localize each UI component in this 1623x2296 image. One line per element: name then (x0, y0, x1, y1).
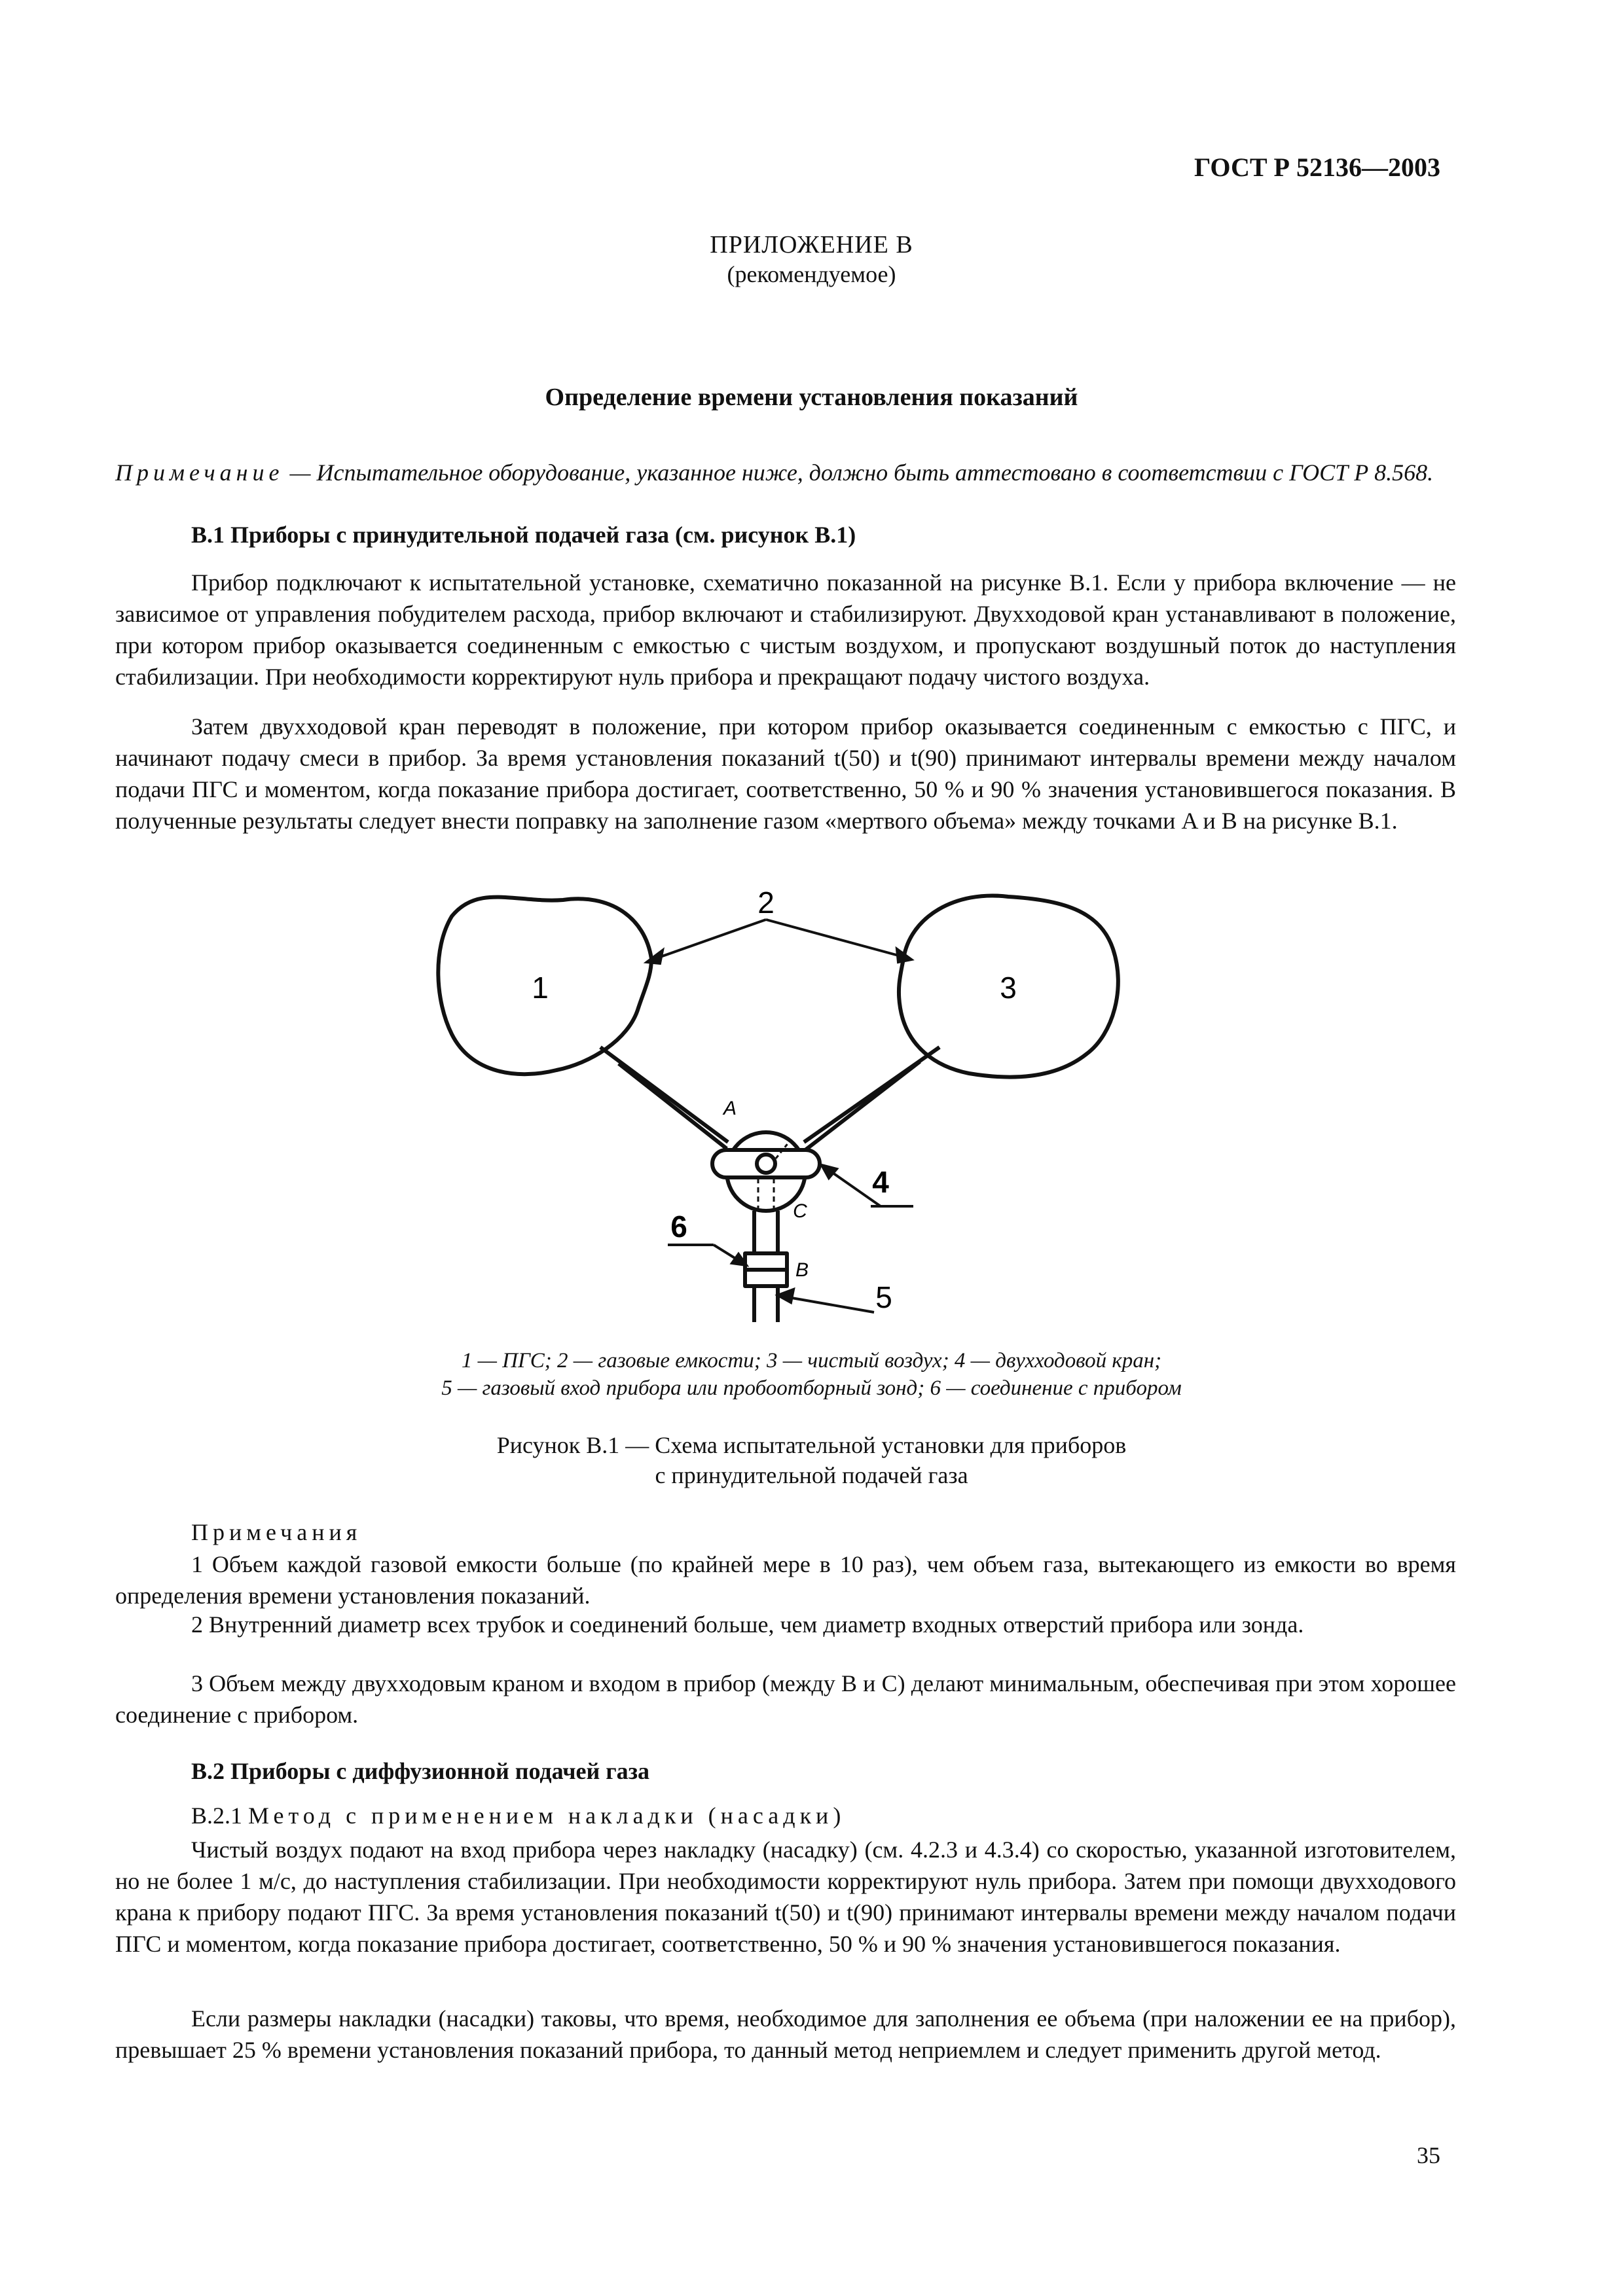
b2-subsection-number: В.2.1 (191, 1803, 249, 1829)
note-text: — Испытательное оборудование, указанное ниже, должно быть аттестовано в соответствии с ГОСТ Р 8.568. (283, 459, 1434, 486)
appendix-title: ПРИЛОЖЕНИЕ В (710, 231, 913, 259)
b2-subsection-title: Метод с применением накладки (насадки) (248, 1803, 846, 1829)
figure-b1-diagram (406, 877, 1152, 1335)
label-A: A (723, 1098, 737, 1119)
figure-legend-line-2: 5 — газовый вход прибора или пробоотборный зонд; 6 — соединение с прибором (441, 1376, 1182, 1400)
label-B: B (795, 1259, 809, 1281)
notes-label: Примечания (191, 1519, 362, 1545)
label-5: 5 (875, 1280, 892, 1314)
note-label: Примечание (115, 459, 284, 486)
notes-item-1: 1 Объем каждой газовой емкости больше (по крайней мере в 10 раз), чем объем газа, вытекающего из емкости во время определения времени установления показаний. (115, 1551, 1456, 1609)
b2-heading: В.2 Приборы с диффузионной подачей газа (191, 1758, 650, 1784)
pipe-left-top (600, 1047, 728, 1142)
pipe-left-bottom (619, 1064, 727, 1149)
b1-heading: В.1 Приборы с принудительной подачей газа (см. рисунок В.1) (191, 522, 856, 548)
label-4: 4 (872, 1165, 889, 1199)
notes-item-3: 3 Объем между двухходовым краном и входом в прибор (между B и C) делают минимальным, обеспечивая при этом хорошее соединение с прибором. (115, 1670, 1456, 1728)
label-C: C (793, 1200, 807, 1222)
b2-paragraph-1: Чистый воздух подают на вход прибора через накладку (насадку) (см. 4.2.3 и 4.3.4) со скоростью, указанной изготовителем, но не более 1 м/с, до наступления стабилизации. При необходимости корректируют нуль прибора. Затем при помощи двухходового крана к прибору подают ПГС. За время установления показаний t(50) и t(90) принимают интервалы времени между началом подачи ПГС и моментом, когда показание прибора достигает, соответственно, 50 % и 90 % значения установившегося показания. (115, 1837, 1456, 1957)
label-3: 3 (1000, 971, 1017, 1005)
notes-item-2: 2 Внутренний диаметр всех трубок и соединений больше, чем диаметр входных отверстий прибора или зонда. (191, 1611, 1304, 1638)
b2-paragraph-2: Если размеры накладки (насадки) таковы, что время, необходимое для заполнения ее объема (при наложении ее на прибор), превышает 25 % времени установления показаний прибора, то данный метод неприемлем и следует применить другой метод. (115, 2005, 1456, 2063)
b2-subsection-heading (191, 1802, 845, 1829)
b1-paragraph-1: Прибор подключают к испытательной установке, схематично показанной на рисунке В.1. Если у прибора включение — не зависимое от управления побудителем расхода, прибор включают и стабилизируют. Двухходовой кран устанавливают в положение, при котором прибор оказывается соединенным с емкостью с чистым воздухом, и пропускают воздушный поток до наступления стабилизации. При необходимости корректируют нуль прибора и прекращают подачу чистого воздуха. (115, 569, 1456, 690)
pipe-right-bottom (805, 1062, 920, 1150)
document-code: ГОСТ Р 52136—2003 (1194, 152, 1440, 182)
figure-caption-line-2: с принудительной подачей газа (655, 1462, 968, 1488)
section-title: Определение времени установления показаний (545, 384, 1078, 411)
label-6: 6 (670, 1210, 687, 1244)
b1-paragraph-2: Затем двухходовой кран переводят в положение, при котором прибор оказывается соединенным с емкостью с ПГС, и начинают подачу смеси в прибор. За время установления показаний t(50) и t(90) принимают интервалы времени между началом подачи ПГС и моментом, когда показание прибора достигает, соответственно, 50 % и 90 % значения установившегося показания. В полученные результаты следует внести поправку на заполнение газом «мертвого объема» между точками A и B на рисунке В.1. (115, 713, 1456, 834)
label-2: 2 (757, 886, 775, 920)
appendix-subtitle: (рекомендуемое) (727, 261, 896, 287)
note-paragraph (115, 457, 1456, 488)
page-number: 35 (1417, 2142, 1440, 2168)
figure-caption-line-1: Рисунок В.1 — Схема испытательной установки для приборов (496, 1432, 1127, 1458)
figure-legend-line-1: 1 — ПГС; 2 — газовые емкости; 3 — чистый воздух; 4 — двухходовой кран; (461, 1349, 1162, 1372)
label-1: 1 (532, 971, 549, 1005)
valve-core (757, 1155, 775, 1173)
